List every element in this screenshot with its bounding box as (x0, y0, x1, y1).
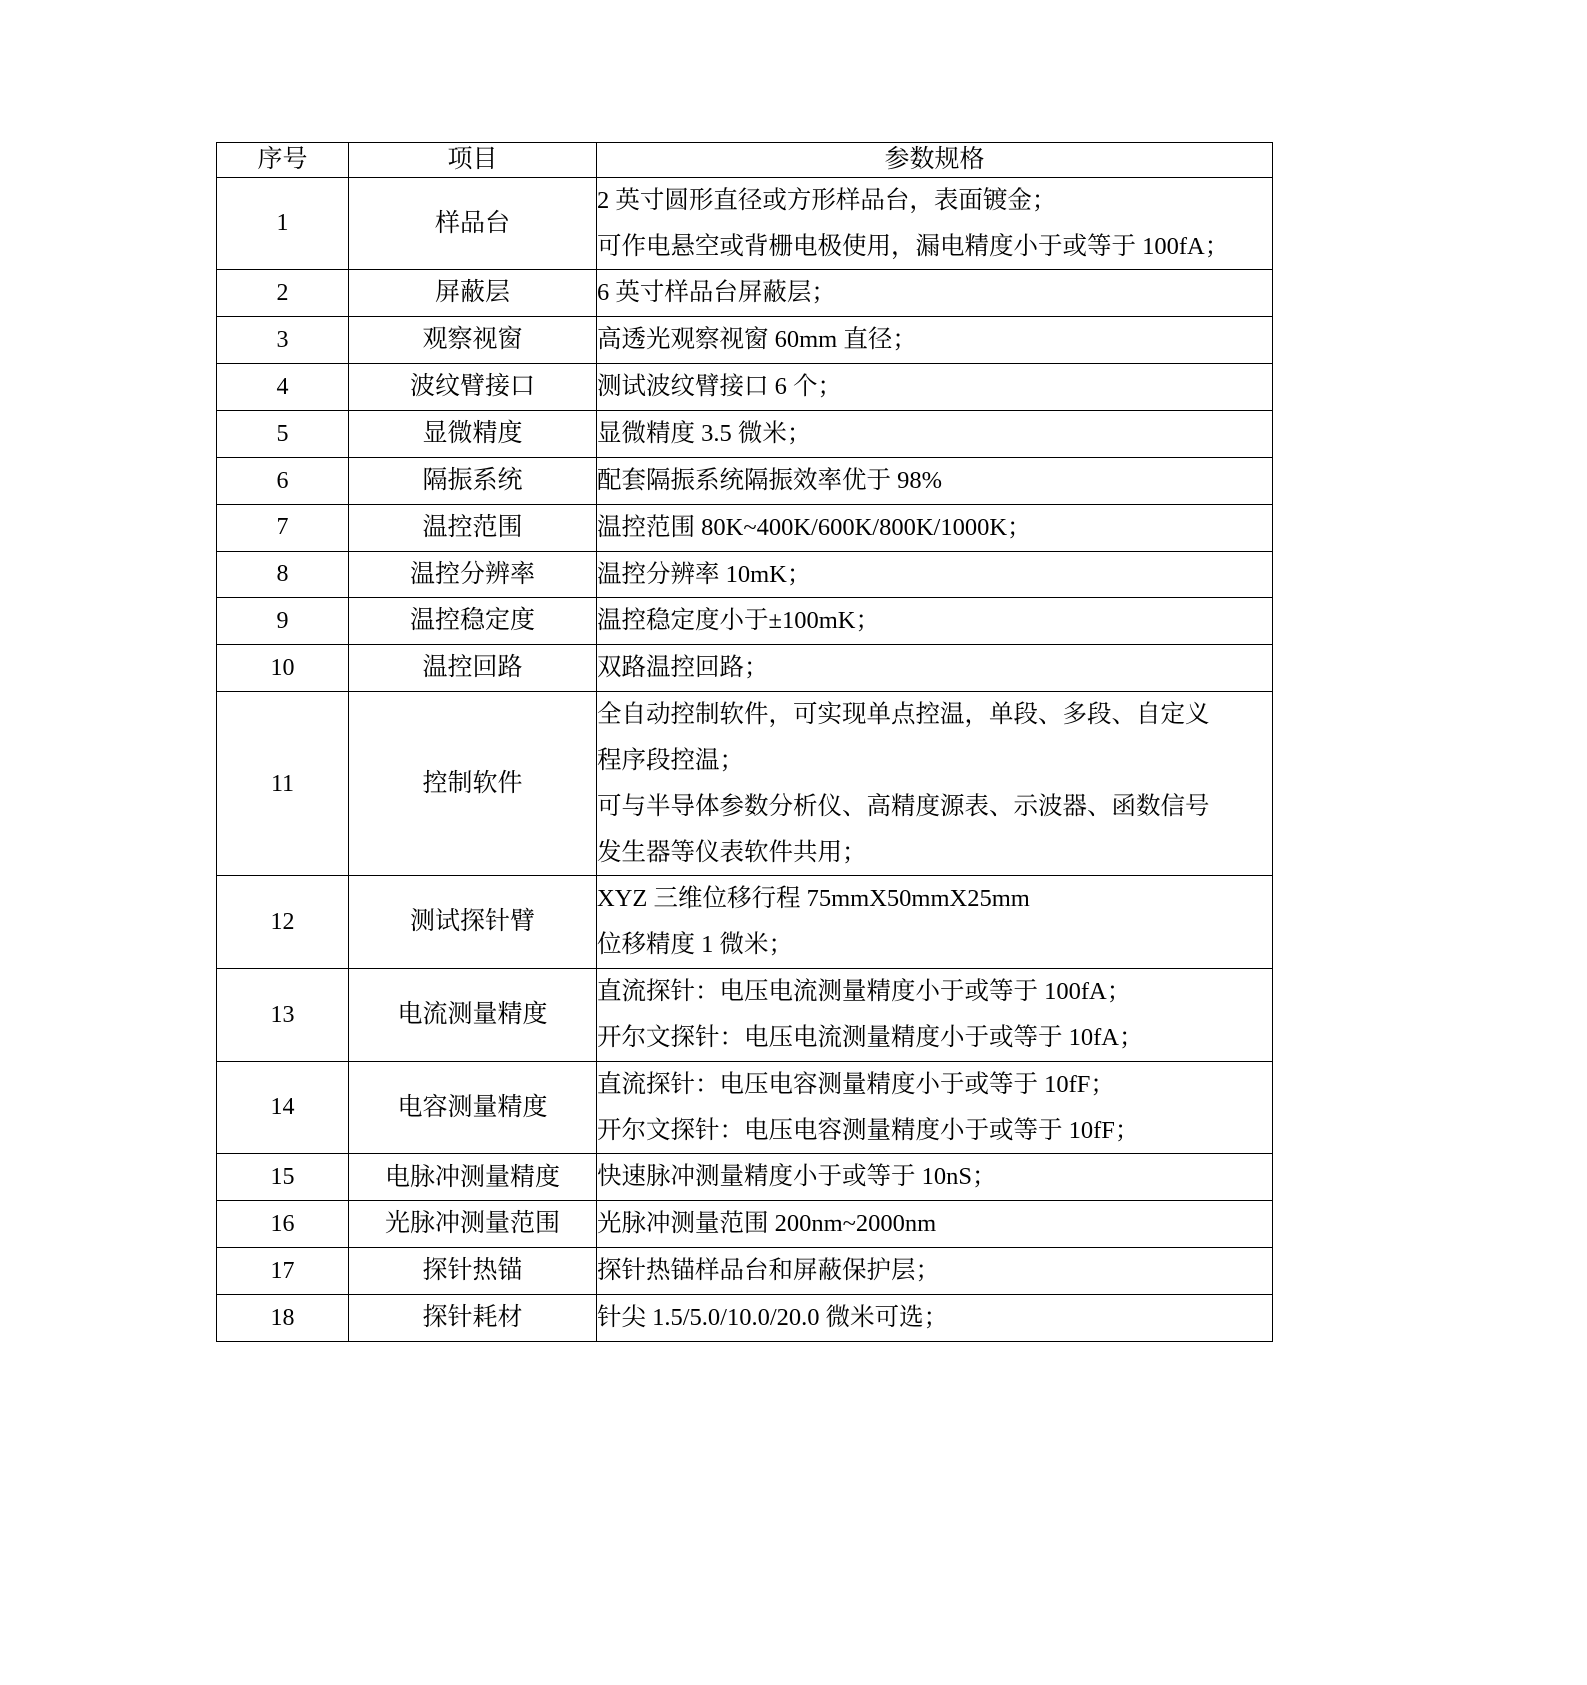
table-row (217, 1248, 1273, 1295)
spec-line: 可作电悬空或背栅电极使用，漏电精度小于或等于 100fA； (597, 232, 1230, 260)
row-item-cell: 光脉冲测量范围 (349, 1201, 597, 1248)
row-item-cell: 电容测量精度 (349, 1061, 597, 1154)
row-spec-cell (597, 317, 1273, 364)
table-row (217, 364, 1273, 411)
row-item-cell: 观察视窗 (349, 317, 597, 364)
row-spec-cell (597, 598, 1273, 645)
row-item-cell: 温控回路 (349, 645, 597, 692)
row-number-cell: 7 (217, 504, 349, 551)
row-spec-cell (597, 1248, 1273, 1295)
row-spec-cell (597, 1201, 1273, 1248)
row-number-cell: 9 (217, 598, 349, 645)
specification-table (216, 142, 1273, 1342)
table-row (217, 598, 1273, 645)
row-item-cell: 温控范围 (349, 504, 597, 551)
row-number-cell: 5 (217, 410, 349, 457)
row-item-cell: 显微精度 (349, 410, 597, 457)
row-item-cell: 探针热锚 (349, 1248, 597, 1295)
row-spec-cell (597, 876, 1273, 969)
row-item-cell: 屏蔽层 (349, 270, 597, 317)
row-number-cell: 13 (217, 969, 349, 1062)
spec-line: 全自动控制软件，可实现单点控温，单段、多段、自定义 (597, 701, 1210, 729)
row-spec-cell (597, 969, 1273, 1062)
row-spec-cell (597, 1295, 1273, 1342)
row-spec-cell (597, 410, 1273, 457)
table-row (217, 1154, 1273, 1201)
spec-line: 双路温控回路； (597, 654, 769, 682)
specification-table-container (216, 142, 1272, 1342)
table-row (217, 177, 1273, 270)
spec-line: 探针热锚样品台和屏蔽保护层； (597, 1257, 940, 1285)
spec-line: 开尔文探针：电压电流测量精度小于或等于 10fA； (597, 1023, 1144, 1051)
row-item-cell: 电脉冲测量精度 (349, 1154, 597, 1201)
table-header (217, 143, 1273, 178)
spec-line: 快速脉冲测量精度小于或等于 10nS； (597, 1163, 997, 1191)
row-item-cell: 隔振系统 (349, 457, 597, 504)
row-spec-cell (597, 551, 1273, 598)
table-row (217, 551, 1273, 598)
row-number-cell: 14 (217, 1061, 349, 1154)
spec-line: 光脉冲测量范围 200nm~2000nm (597, 1210, 937, 1238)
spec-line: 温控范围 80K~400K/600K/800K/1000K； (597, 513, 1032, 541)
spec-line: 温控分辨率 10mK； (597, 560, 812, 588)
column-header-item: 项目 (349, 143, 597, 178)
table-body (217, 177, 1273, 1341)
table-row (217, 1201, 1273, 1248)
row-spec-cell (597, 177, 1273, 270)
row-number-cell: 10 (217, 645, 349, 692)
row-item-cell: 电流测量精度 (349, 969, 597, 1062)
spec-line: XYZ 三维位移行程 75mmX50mmX25mm (597, 885, 1030, 913)
row-spec-cell (597, 504, 1273, 551)
spec-line: 直流探针：电压电容测量精度小于或等于 10fF； (597, 1070, 1115, 1098)
row-number-cell: 12 (217, 876, 349, 969)
row-spec-cell (597, 1154, 1273, 1201)
spec-line: 配套隔振系统隔振效率优于 98% (597, 466, 943, 494)
row-item-cell: 温控稳定度 (349, 598, 597, 645)
table-row (217, 457, 1273, 504)
column-header-spec: 参数规格 (597, 143, 1273, 178)
table-row (217, 504, 1273, 551)
row-item-cell: 波纹臂接口 (349, 364, 597, 411)
spec-line: 针尖 1.5/5.0/10.0/20.0 微米可选； (597, 1304, 949, 1331)
table-row (217, 876, 1273, 969)
spec-line: 可与半导体参数分析仪、高精度源表、示波器、函数信号 (597, 792, 1210, 820)
row-item-cell: 样品台 (349, 177, 597, 270)
row-spec-cell (597, 645, 1273, 692)
row-number-cell: 8 (217, 551, 349, 598)
row-spec-cell (597, 1061, 1273, 1154)
spec-line: 测试波纹臂接口 6 个； (597, 373, 842, 401)
row-item-cell: 控制软件 (349, 692, 597, 876)
spec-line: 高透光观察视窗 60mm 直径； (597, 326, 917, 354)
row-number-cell: 15 (217, 1154, 349, 1201)
spec-line: 2 英寸圆形直径或方形样品台，表面镀金； (597, 186, 1057, 214)
row-spec-cell (597, 457, 1273, 504)
spec-line: 发生器等仪表软件共用； (597, 838, 867, 866)
row-spec-cell (597, 364, 1273, 411)
table-row (217, 270, 1273, 317)
row-number-cell: 11 (217, 692, 349, 876)
spec-line: 程序段控温； (597, 746, 744, 774)
spec-line: 位移精度 1 微米； (597, 931, 793, 959)
spec-line: 显微精度 3.5 微米； (597, 419, 812, 447)
row-number-cell: 4 (217, 364, 349, 411)
row-number-cell: 3 (217, 317, 349, 364)
table-header-row (217, 143, 1273, 178)
row-number-cell: 2 (217, 270, 349, 317)
table-row (217, 410, 1273, 457)
row-number-cell: 18 (217, 1295, 349, 1342)
row-spec-cell (597, 692, 1273, 876)
spec-line: 6 英寸样品台屏蔽层； (597, 279, 836, 307)
table-row (217, 645, 1273, 692)
row-item-cell: 探针耗材 (349, 1295, 597, 1342)
row-spec-cell (597, 270, 1273, 317)
table-row (217, 1295, 1273, 1342)
spec-line: 开尔文探针：电压电容测量精度小于或等于 10fF； (597, 1116, 1140, 1144)
row-number-cell: 17 (217, 1248, 349, 1295)
row-number-cell: 1 (217, 177, 349, 270)
table-row (217, 692, 1273, 876)
column-header-no: 序号 (217, 143, 349, 178)
table-row (217, 969, 1273, 1062)
row-number-cell: 16 (217, 1201, 349, 1248)
spec-line: 直流探针：电压电流测量精度小于或等于 100fA； (597, 978, 1132, 1006)
spec-line: 温控稳定度小于±100mK； (597, 607, 880, 635)
row-item-cell: 温控分辨率 (349, 551, 597, 598)
row-item-cell: 测试探针臂 (349, 876, 597, 969)
table-row (217, 1061, 1273, 1154)
row-number-cell: 6 (217, 457, 349, 504)
table-row (217, 317, 1273, 364)
